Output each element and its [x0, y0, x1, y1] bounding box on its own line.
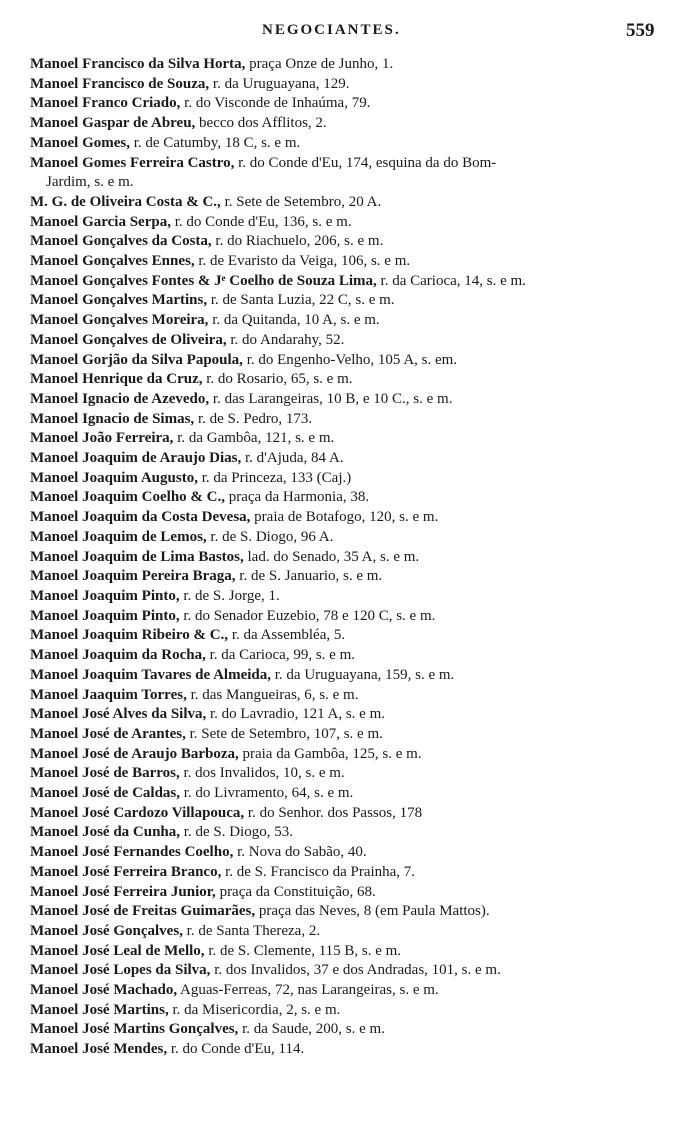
entry-name: Manoel Gomes,	[30, 134, 130, 151]
list-item	[30, 942, 680, 962]
entry-address: r. da Quitanda, 10 A, s. e m.	[208, 312, 380, 329]
list-item	[30, 370, 680, 390]
entry-name: Manoel Gonçalves Martins,	[30, 292, 208, 309]
entry-address: r. Nova do Sabão, 40.	[233, 844, 367, 861]
list-item	[30, 1040, 680, 1060]
entry-address: r. do Andarahy, 52.	[226, 331, 345, 348]
entry-name: Manoel José Leal de Mello,	[30, 942, 205, 959]
entry-address: r. de Catumby, 18 C, s. e m.	[129, 134, 301, 151]
entry-name: Manoel José de Caldas,	[30, 785, 180, 802]
entry-name: Manoel José de Freitas Guimarães,	[30, 903, 256, 920]
entry-address: r. de S. Diogo, 96 A.	[206, 528, 334, 545]
entry-name: Manoel Francisco da Silva Horta,	[30, 56, 246, 72]
entry-address: r. da Saude, 200, s. e m.	[238, 1021, 385, 1038]
entry-address: r. de S. Jorge, 1.	[179, 587, 280, 604]
entry-name: Manoel Joaquim da Rocha,	[30, 647, 206, 664]
entry-address: r. Sete de Setembro, 107, s. e m.	[185, 725, 383, 742]
entry-address: r. da Carioca, 99, s. e m.	[205, 647, 355, 664]
list-item	[30, 488, 680, 508]
entry-address: r. do Conde d'Eu, 136, s. e m.	[170, 213, 352, 230]
entry-name: Manoel Gonçalves Ennes,	[30, 253, 195, 270]
list-item	[30, 666, 680, 686]
entry-address: r. do Senador Euzebio, 78 e 120 C, s. e m.	[179, 607, 436, 624]
list-item	[30, 686, 680, 706]
entry-address: r. de Santa Thereza, 2.	[182, 922, 321, 939]
list-item	[30, 863, 680, 883]
entry-address: r. Sete de Setembro, 20 A.	[220, 193, 382, 210]
list-item	[30, 705, 680, 725]
entry-address: Aguas-Ferreas, 72, nas Larangeiras, s. e m.	[177, 982, 439, 999]
entry-address: r. do Lavradio, 121 A, s. e m.	[206, 706, 385, 723]
entry-name: Manoel Francisco de Souza,	[30, 75, 210, 92]
entry-address: r. do Visconde de Inhaúma, 79.	[180, 95, 371, 112]
entry-name: Manoel Joaquim de Lemos,	[30, 528, 207, 545]
entry-name: Manoel Joaquim Pinto,	[30, 587, 180, 604]
entry-address: r. da Uruguayana, 159, s. e m.	[271, 666, 455, 683]
entry-address: r. da Assembléa, 5.	[228, 627, 346, 644]
list-item	[30, 193, 680, 213]
page-header	[0, 22, 693, 48]
entry-name: Manoel Joaquim Pereira Braga,	[30, 568, 236, 585]
list-item	[30, 548, 680, 568]
running-head: NEGOCIANTES.	[262, 22, 401, 38]
entry-address: r. da Carioca, 14, s. e m.	[376, 272, 526, 289]
list-item	[30, 804, 680, 824]
entry-name: Manoel Jaaquim Torres,	[30, 686, 187, 703]
list-item	[30, 114, 680, 134]
entry-address: r. de S. Pedro, 173.	[194, 410, 313, 427]
list-item	[30, 922, 680, 942]
entry-address: r. do Engenho-Velho, 105 A, s. em.	[242, 351, 458, 368]
entry-address: r. dos Invalidos, 10, s. e m.	[179, 765, 345, 782]
list-item	[30, 883, 680, 903]
entry-name: Manoel José Ferreira Branco,	[30, 863, 222, 880]
list-item	[30, 764, 680, 784]
entry-name: Manoel José Alves da Silva,	[30, 706, 207, 723]
page-number: 559	[626, 20, 655, 41]
entry-list	[30, 55, 680, 1060]
entry-address: praça Onze de Junho, 1.	[245, 56, 394, 72]
entry-name: Manoel Joaquim Coelho & C.,	[30, 489, 225, 506]
list-item	[30, 331, 680, 351]
entry-name: Manoel José Mendes,	[30, 1041, 168, 1058]
entry-name: Manoel José Ferreira Junior,	[30, 883, 216, 900]
list-item	[30, 232, 680, 252]
entry-name: Manoel Joaquim Ribeiro & C.,	[30, 627, 229, 644]
list-item	[30, 134, 680, 154]
entry-name: Manoel Gorjão da Silva Papoula,	[30, 351, 243, 368]
list-item	[30, 902, 680, 922]
entry-name: M. G. de Oliveira Costa & C.,	[30, 193, 221, 210]
entry-name: Manoel Gonçalves Moreira,	[30, 312, 209, 329]
entry-name: Manoel Gonçalves de Oliveira,	[30, 331, 227, 348]
list-item	[30, 351, 680, 371]
entry-name: Manoel Gomes Ferreira Castro,	[30, 154, 235, 171]
list-item	[30, 607, 680, 627]
list-item	[30, 94, 680, 114]
entry-address: r. do Livramento, 64, s. e m.	[180, 785, 354, 802]
list-item	[30, 213, 680, 233]
entry-address: becco dos Afflitos, 2.	[195, 115, 327, 132]
list-item	[30, 508, 680, 528]
entry-address: r. do Conde d'Eu, 114.	[167, 1041, 305, 1058]
entry-name: Manoel José de Arantes,	[30, 725, 186, 742]
entry-address: r. do Riachuelo, 206, s. e m.	[211, 233, 384, 250]
list-item	[30, 587, 680, 607]
list-item	[30, 1001, 680, 1021]
entry-name: Manoel Joaquim Pinto,	[30, 607, 180, 624]
entry-address: r. de Evaristo da Veiga, 106, s. e m.	[194, 253, 411, 270]
list-item	[30, 725, 680, 745]
entry-name: Manoel José Cardozo Villapouca,	[30, 804, 245, 821]
entry-address: r. das Mangueiras, 6, s. e m.	[186, 686, 359, 703]
list-item	[30, 311, 680, 331]
entry-name: Manoel José Fernandes Coelho,	[30, 844, 234, 861]
list-item	[30, 745, 680, 765]
entry-address: r. das Larangeiras, 10 B, e 10 C., s. e m.	[209, 390, 453, 407]
list-item	[30, 528, 680, 548]
entry-name: Manoel Gonçalves da Costa,	[30, 233, 212, 250]
list-item	[30, 1020, 680, 1040]
list-item	[30, 823, 680, 843]
entry-name: Manoel José Martins Gonçalves,	[30, 1021, 239, 1038]
entry-address: r. do Conde d'Eu, 174, esquina da do Bom-	[234, 154, 497, 171]
entry-address: r. do Senhor. dos Passos, 178	[244, 804, 423, 821]
entry-name: Manoel José Martins,	[30, 1001, 169, 1018]
entry-name: Manoel Ignacio de Simas,	[30, 410, 195, 427]
list-item	[30, 646, 680, 666]
list-item	[30, 784, 680, 804]
entry-address: r. de S. Diogo, 53.	[180, 824, 293, 841]
list-item	[30, 272, 680, 292]
list-item	[30, 390, 680, 410]
entry-address: r. da Uruguayana, 129.	[209, 75, 350, 92]
entry-address: r. d'Ajuda, 84 A.	[241, 450, 344, 467]
entry-name: Manoel Ignacio de Azevedo,	[30, 390, 210, 407]
entry-name: Manoel José Machado,	[30, 982, 178, 999]
entry-address: r. da Gambôa, 121, s. e m.	[173, 430, 335, 447]
entry-name: Manoel Garcia Serpa,	[30, 213, 171, 230]
entry-name: Manoel Gaspar de Abreu,	[30, 115, 196, 132]
entry-continuation: Jardim, s. e m.	[46, 174, 134, 191]
list-item	[30, 75, 680, 95]
list-item	[30, 469, 680, 489]
list-item	[30, 449, 680, 469]
entry-name: Manoel Joaquim da Costa Devesa,	[30, 509, 251, 526]
entry-address: praia da Gambôa, 125, s. e m.	[238, 745, 422, 762]
entry-name: Manoel Joaquim de Araujo Dias,	[30, 450, 242, 467]
entry-address: praça das Neves, 8 (em Paula Mattos).	[255, 903, 490, 920]
list-item	[30, 843, 680, 863]
entry-address: praia de Botafogo, 120, s. e m.	[250, 509, 439, 526]
entry-address: r. de S. Januario, s. e m.	[235, 568, 383, 585]
entry-address: r. de Santa Luzia, 22 C, s. e m.	[207, 292, 395, 309]
entry-address: praça da Constituição, 68.	[215, 883, 376, 900]
list-item	[30, 961, 680, 981]
entry-name: Manoel João Ferreira,	[30, 430, 174, 447]
list-item	[30, 154, 680, 193]
list-item	[30, 567, 680, 587]
entry-name: Manoel Joaquim Augusto,	[30, 469, 198, 486]
entry-address: lad. do Senado, 35 A, s. e m.	[243, 548, 420, 565]
entry-name: Manoel José Lopes da Silva,	[30, 962, 211, 979]
list-item	[30, 410, 680, 430]
entry-name: Manoel Gonçalves Fontes & Jᵉ Coelho de Souza Lima,	[30, 272, 377, 289]
list-item	[30, 626, 680, 646]
entry-address: r. de S. Francisco da Prainha, 7.	[221, 863, 416, 880]
entry-name: Manoel José de Araujo Barboza,	[30, 745, 239, 762]
entry-address: praça da Harmonia, 38.	[225, 489, 370, 506]
list-item	[30, 291, 680, 311]
entry-name: Manoel José da Cunha,	[30, 824, 181, 841]
entry-address: r. da Misericordia, 2, s. e m.	[168, 1001, 341, 1018]
entry-name: Manoel Joaquim Tavares de Almeida,	[30, 666, 271, 683]
list-item	[30, 981, 680, 1001]
entry-name: Manoel Joaquim de Lima Bastos,	[30, 548, 244, 565]
entry-name: Manoel Franco Criado,	[30, 95, 181, 112]
list-item	[30, 55, 680, 75]
entry-address: r. de S. Clemente, 115 B, s. e m.	[204, 942, 402, 959]
entry-name: Manoel José de Barros,	[30, 765, 180, 782]
entry-name: Manoel Henrique da Cruz,	[30, 371, 203, 388]
list-item	[30, 252, 680, 272]
entry-address: r. do Rosario, 65, s. e m.	[202, 371, 353, 388]
entry-name: Manoel José Gonçalves,	[30, 922, 183, 939]
list-item	[30, 429, 680, 449]
entry-address: r. da Princeza, 133 (Caj.)	[197, 469, 352, 486]
entry-address: r. dos Invalidos, 37 e dos Andradas, 101, s. e m.	[210, 962, 501, 979]
